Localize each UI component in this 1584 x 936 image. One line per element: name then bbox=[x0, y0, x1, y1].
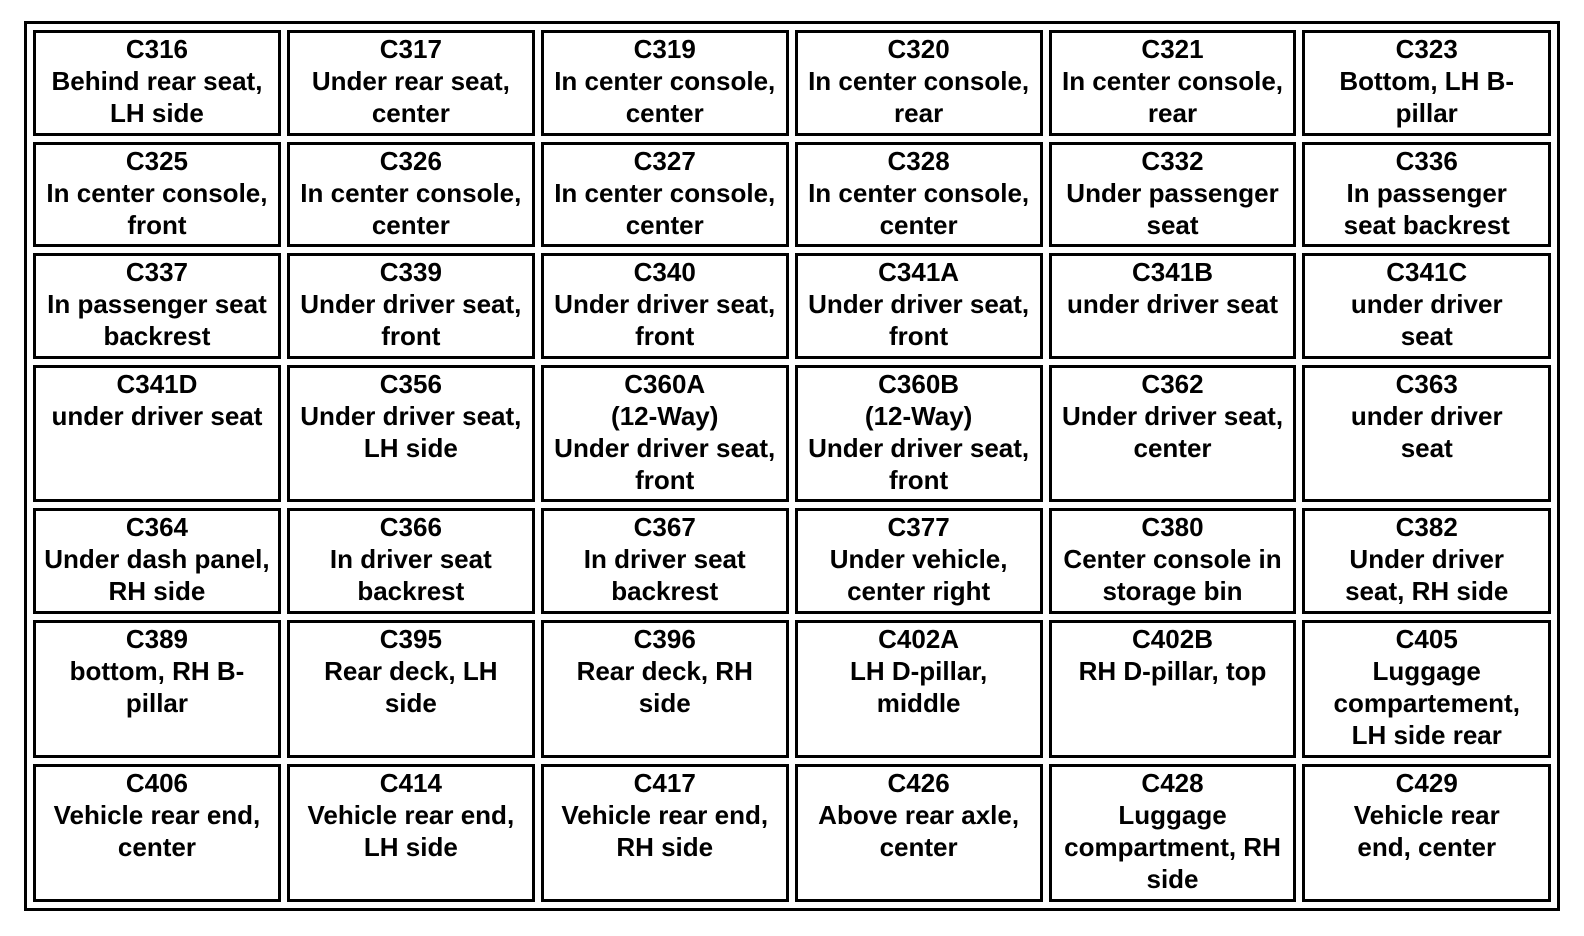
connector-location: In center console, center bbox=[300, 177, 522, 240]
connector-location: Under rear seat, center bbox=[311, 66, 510, 128]
connector-code: C395 bbox=[379, 623, 442, 654]
connector-code: C362 bbox=[1141, 368, 1204, 399]
connector-location: Vehicle rear end, center bbox=[1353, 799, 1500, 862]
connector-location: under driver seat bbox=[1350, 400, 1503, 463]
connector-code: C341D bbox=[116, 368, 198, 399]
connector-code: C320 bbox=[887, 34, 950, 64]
connector-cell bbox=[1049, 253, 1297, 359]
connector-location: under driver seat bbox=[1067, 289, 1278, 319]
connector-location: Center console in storage bin bbox=[1063, 544, 1282, 607]
connector-location: under driver seat bbox=[51, 400, 263, 431]
connector-location: In center console, front bbox=[46, 177, 268, 240]
connector-code: C327 bbox=[633, 145, 696, 176]
connector-location: Rear deck, RH side bbox=[576, 655, 753, 718]
connector-code: C317 bbox=[379, 34, 442, 64]
connector-cell bbox=[1049, 365, 1297, 503]
connector-cell bbox=[287, 253, 535, 359]
connector-cell bbox=[1302, 30, 1551, 136]
connector-location: In center console, center bbox=[808, 177, 1030, 240]
connector-code: C356 bbox=[379, 368, 442, 399]
connector-location: (12-Way) Under driver seat, front bbox=[554, 400, 776, 495]
connector-location-table bbox=[24, 21, 1560, 911]
connector-code: C402A bbox=[878, 623, 960, 654]
connector-code: C339 bbox=[379, 257, 442, 287]
connector-cell bbox=[795, 253, 1043, 359]
connector-cell bbox=[795, 508, 1043, 614]
connector-location: Rear deck, LH side bbox=[324, 655, 498, 718]
table-row bbox=[33, 142, 1551, 248]
connector-code: C396 bbox=[633, 623, 696, 654]
connector-cell bbox=[795, 365, 1043, 503]
table-row bbox=[33, 30, 1551, 136]
connector-code: C341C bbox=[1386, 257, 1468, 287]
connector-location: Under passenger seat bbox=[1066, 177, 1279, 240]
connector-location: Luggage compartement, LH side rear bbox=[1333, 655, 1520, 750]
connector-cell bbox=[287, 142, 535, 248]
connector-cell bbox=[1302, 365, 1551, 503]
connector-cell bbox=[1049, 30, 1297, 136]
connector-code: C377 bbox=[887, 512, 950, 543]
connector-code: C341B bbox=[1132, 257, 1213, 287]
connector-code: C426 bbox=[887, 767, 950, 798]
connector-location: Vehicle rear end, LH side bbox=[307, 799, 515, 862]
connector-location: Vehicle rear end, center bbox=[53, 799, 261, 862]
connector-cell bbox=[33, 253, 281, 359]
connector-location: Under driver seat, front bbox=[554, 289, 776, 351]
connector-location: RH D-pillar, top bbox=[1078, 655, 1267, 686]
connector-cell bbox=[287, 508, 535, 614]
connector-location: In center console, rear bbox=[1061, 66, 1284, 128]
connector-location: In center console, rear bbox=[808, 66, 1030, 128]
connector-cell bbox=[1302, 508, 1551, 614]
connector-cell bbox=[287, 30, 535, 136]
connector-cell bbox=[1302, 253, 1551, 359]
connector-code: C367 bbox=[633, 512, 696, 543]
connector-cell bbox=[541, 253, 789, 359]
connector-cell bbox=[1302, 764, 1551, 902]
connector-location: Under driver seat, RH side bbox=[1345, 544, 1509, 607]
connector-code: C325 bbox=[125, 145, 189, 176]
connector-code: C321 bbox=[1141, 34, 1204, 64]
connector-location: Under dash panel, RH side bbox=[44, 544, 270, 607]
connector-cell bbox=[1302, 620, 1551, 758]
connector-cell bbox=[1049, 620, 1297, 758]
connector-code: C341A bbox=[878, 257, 960, 287]
connector-location: In center console, center bbox=[554, 177, 776, 240]
connector-code: C429 bbox=[1395, 767, 1458, 798]
connector-cell bbox=[1049, 508, 1297, 614]
table-row bbox=[33, 620, 1551, 758]
connector-code: C389 bbox=[125, 623, 189, 654]
connector-location: (12-Way) Under driver seat, front bbox=[808, 400, 1030, 495]
connector-location: In passenger seat backrest bbox=[1343, 177, 1510, 240]
connector-code: C406 bbox=[125, 767, 189, 798]
connector-code: C316 bbox=[125, 34, 189, 64]
connector-code: C319 bbox=[633, 34, 696, 64]
table-row bbox=[33, 365, 1551, 503]
connector-code: C428 bbox=[1141, 767, 1204, 798]
table-row bbox=[33, 764, 1551, 902]
connector-code: C402B bbox=[1132, 623, 1213, 654]
connector-code: C382 bbox=[1395, 512, 1458, 543]
connector-location: LH D-pillar, middle bbox=[849, 655, 988, 718]
connector-location: Vehicle rear end, RH side bbox=[561, 799, 769, 862]
table-row bbox=[33, 508, 1551, 614]
connector-code: C364 bbox=[125, 512, 189, 543]
connector-cell bbox=[33, 764, 281, 902]
connector-cell bbox=[33, 620, 281, 758]
connector-location: Under vehicle, center right bbox=[829, 544, 1008, 607]
connector-cell bbox=[287, 620, 535, 758]
connector-cell bbox=[795, 764, 1043, 902]
connector-code: C380 bbox=[1141, 512, 1204, 543]
connector-code: C323 bbox=[1395, 34, 1458, 64]
connector-cell bbox=[541, 764, 789, 902]
connector-cell bbox=[1049, 764, 1297, 902]
connector-cell bbox=[795, 142, 1043, 248]
connector-location: Above rear axle, center bbox=[818, 799, 1020, 862]
connector-location: Behind rear seat, LH side bbox=[51, 66, 263, 128]
connector-cell bbox=[541, 365, 789, 503]
connector-code: C366 bbox=[379, 512, 442, 543]
connector-cell bbox=[287, 365, 535, 503]
connector-code: C332 bbox=[1141, 145, 1204, 176]
connector-cell bbox=[795, 30, 1043, 136]
connector-code: C340 bbox=[633, 257, 696, 287]
connector-cell bbox=[287, 764, 535, 902]
connector-code: C336 bbox=[1395, 145, 1458, 176]
table-body bbox=[33, 30, 1551, 902]
connector-cell bbox=[541, 142, 789, 248]
connector-location: In driver seat backrest bbox=[583, 544, 746, 607]
connector-location: bottom, RH B- pillar bbox=[69, 655, 245, 718]
connector-code: C360A bbox=[624, 368, 706, 399]
connector-location: In passenger seat backrest bbox=[47, 289, 267, 351]
connector-location: Under driver seat, center bbox=[1061, 400, 1284, 463]
connector-code: C417 bbox=[633, 767, 696, 798]
table-row bbox=[33, 253, 1551, 359]
connector-code: C363 bbox=[1395, 368, 1458, 399]
connector-location: Under driver seat, front bbox=[300, 289, 522, 351]
connector-cell bbox=[541, 30, 789, 136]
connector-code: C326 bbox=[379, 145, 442, 176]
connector-cell bbox=[795, 620, 1043, 758]
connector-location: In driver seat backrest bbox=[329, 544, 492, 607]
connector-location: Under driver seat, front bbox=[808, 289, 1030, 351]
connector-cell bbox=[33, 142, 281, 248]
connector-location: In center console, center bbox=[554, 66, 776, 128]
connector-cell bbox=[1049, 142, 1297, 248]
connector-cell bbox=[33, 30, 281, 136]
connector-cell bbox=[541, 620, 789, 758]
connector-cell bbox=[33, 365, 281, 503]
connector-location: under driver seat bbox=[1350, 289, 1503, 351]
connector-code: C360B bbox=[878, 368, 960, 399]
connector-location: Under driver seat, LH side bbox=[300, 400, 522, 463]
connector-cell bbox=[1302, 142, 1551, 248]
connector-location: Bottom, LH B- pillar bbox=[1339, 66, 1515, 128]
connector-code: C414 bbox=[379, 767, 442, 798]
connector-cell bbox=[541, 508, 789, 614]
connector-location: Luggage compartment, RH side bbox=[1064, 799, 1281, 894]
connector-code: C337 bbox=[125, 257, 189, 287]
connector-code: C328 bbox=[887, 145, 950, 176]
connector-cell bbox=[33, 508, 281, 614]
connector-code: C405 bbox=[1395, 623, 1458, 654]
